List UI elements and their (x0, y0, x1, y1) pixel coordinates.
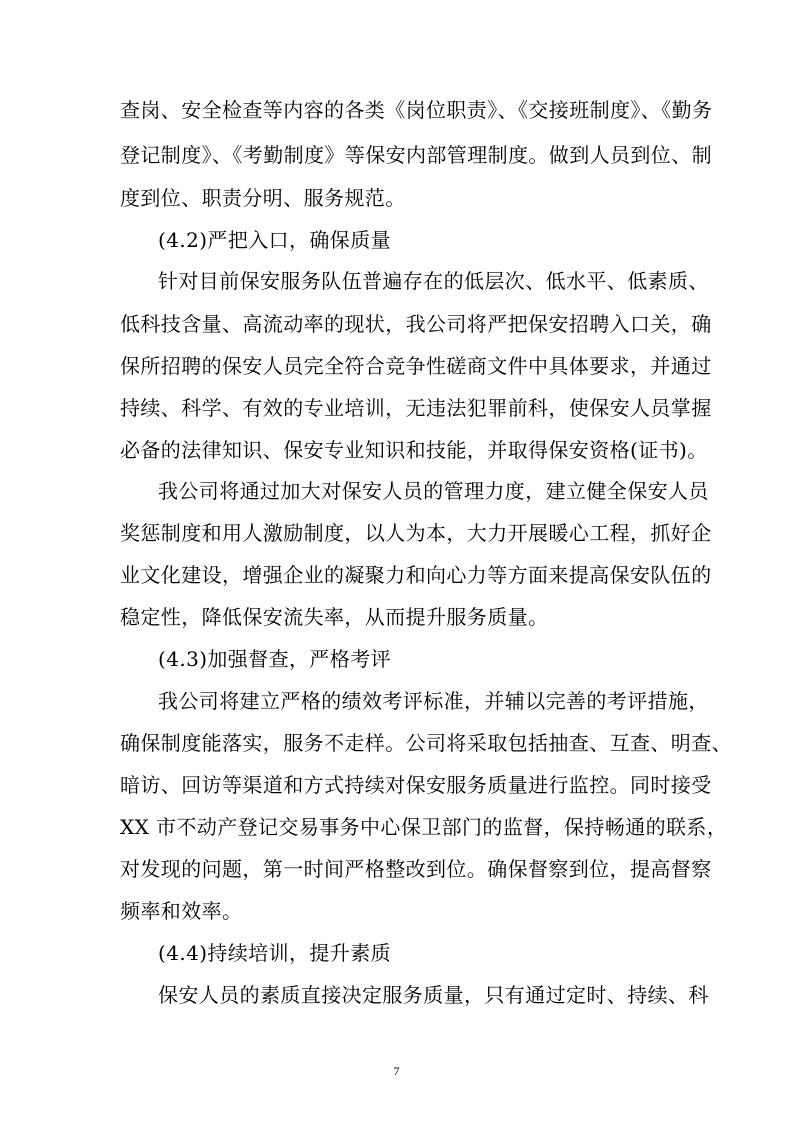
page-number: 7 (393, 1064, 400, 1078)
text-line: 我公司将建立严格的绩效考评标准，并辅以完善的考评措施， (158, 689, 709, 713)
text-line: 频率和效率。 (120, 899, 243, 923)
text-line: 保安人员的素质直接决定服务质量，只有通过定时、持续、科 (158, 983, 709, 1007)
text-line: XX 市不动产登记交易事务中心保卫部门的监督，保持畅通的联系， (120, 815, 728, 839)
text-line: 稳定性，降低保安流失率，从而提升服务质量。 (120, 605, 549, 629)
text-line: 对发现的问题，第一时间严格整改到位。确保督察到位，提高督察 (120, 857, 712, 881)
text-line: 查岗、安全检查等内容的各类《岗位职责》、《交接班制度》、《勤务 (120, 98, 713, 122)
section-heading: (4.2)严把入口，确保质量 (158, 228, 392, 252)
text-line: 我公司将通过加大对保安人员的管理力度，建立健全保安人员 (158, 479, 709, 503)
text-line: 登记制度》、《考勤制度》等保安内部管理制度。做到人员到位、制 (120, 143, 712, 167)
text-line: 业文化建设，增强企业的凝聚力和向心力等方面来提高保安队伍的 (120, 563, 712, 587)
section-heading: (4.3)加强督查，严格考评 (158, 647, 392, 671)
text-line: 必备的法律知识、保安专业知识和技能，并取得保安资格(证书)。 (120, 438, 708, 462)
text-line: 针对目前保安服务队伍普遍存在的低层次、低水平、低素质、 (158, 269, 709, 293)
text-line: 低科技含量、高流动率的现状，我公司将严把保安招聘入口关，确 (120, 312, 712, 336)
text-line: 度到位、职责分明、服务规范。 (120, 186, 406, 210)
text-line: 持续、科学、有效的专业培训，无违法犯罪前科，使保安人员掌握 (120, 396, 712, 420)
text-line: 暗访、回访等渠道和方式持续对保安服务质量进行监控。同时接受 (120, 773, 712, 797)
text-line: 保所招聘的保安人员完全符合竞争性磋商文件中具体要求，并通过 (120, 354, 712, 378)
section-heading: (4.4)持续培训，提升素质 (158, 941, 392, 965)
text-line: 奖惩制度和用人激励制度，以人为本，大力开展暖心工程，抓好企 (120, 521, 712, 545)
text-line: 确保制度能落实，服务不走样。公司将采取包括抽查、互查、明查、 (120, 731, 732, 755)
